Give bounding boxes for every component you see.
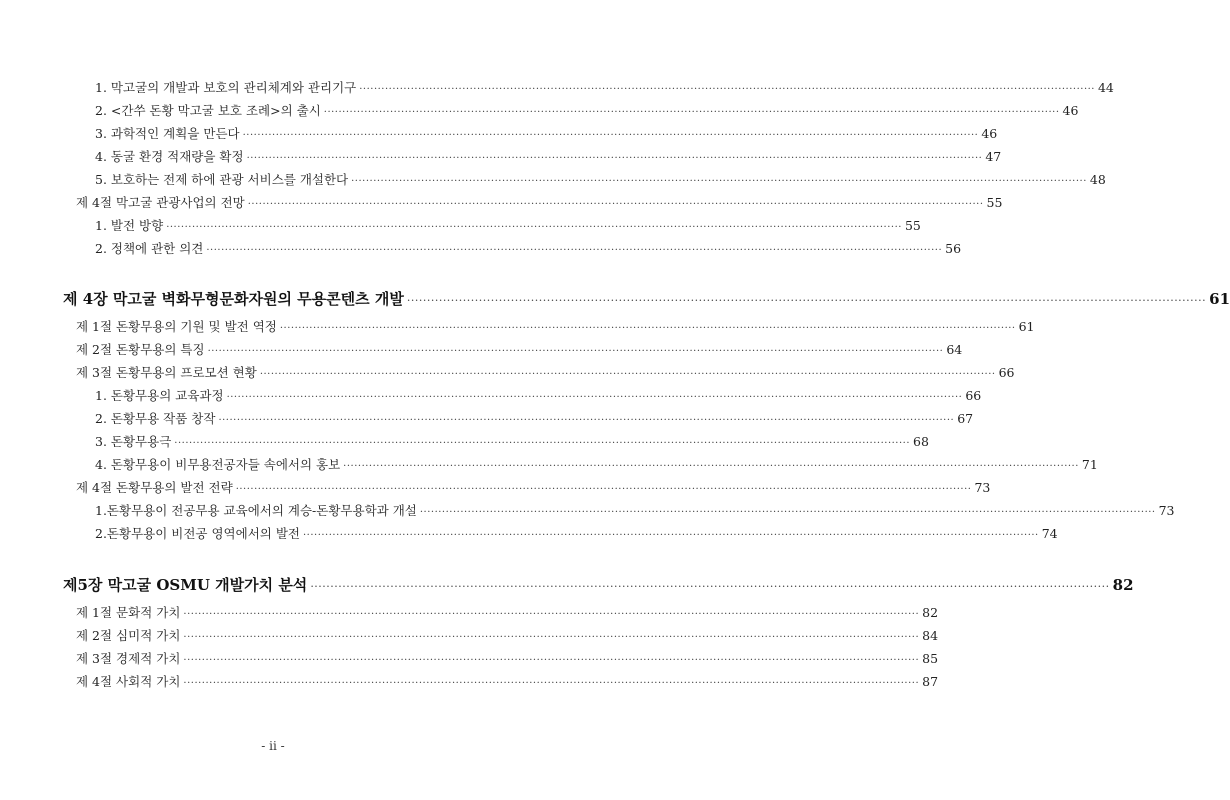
toc-entry-page: 82	[922, 605, 939, 620]
toc-entry	[95, 386, 982, 404]
chapter-heading	[63, 288, 1230, 309]
toc-entry-title: 제 4절 사회적 가치	[76, 674, 181, 689]
toc-entry	[76, 340, 963, 358]
toc-entry	[76, 603, 939, 621]
dot-leader: ········································································································································································································	[351, 176, 1087, 187]
toc-entry	[76, 193, 1003, 211]
toc-entry-title: 1. 발전 방향	[95, 218, 164, 233]
toc-entry-title: 5. 보호하는 전제 하에 관광 서비스를 개설한다	[95, 172, 349, 187]
toc-entry-page: 55	[904, 218, 921, 233]
toc-entry	[95, 455, 1098, 473]
dot-leader: ········································································································································································································	[406, 294, 1207, 307]
toc-entry-page: 84	[922, 628, 939, 643]
toc-entry	[95, 124, 998, 142]
dot-leader: ········································································································································································································	[183, 678, 920, 689]
toc-entry-title: 1. 막고굴의 개발과 보호의 관리체계와 관리기구	[95, 80, 357, 95]
toc-entry-page: 66	[998, 365, 1015, 380]
toc-entry-page: 55	[986, 195, 1003, 210]
toc-entry-page: 74	[1041, 526, 1058, 541]
toc-entry-title: 4. 돈황무용이 비무용전공자들 속에서의 홍보	[95, 457, 341, 472]
dot-leader: ········································································································································································································	[247, 199, 984, 210]
toc-entry	[76, 478, 991, 496]
toc-entry-page: 66	[965, 388, 982, 403]
dot-leader: ········································································································································································································	[302, 530, 1039, 541]
toc-entry-page: 64	[946, 342, 963, 357]
toc-entry-page: 71	[1081, 457, 1098, 472]
toc-entry	[95, 147, 1002, 165]
toc-entry-title: 제 3절 경제적 가치	[76, 651, 181, 666]
toc-entry	[76, 317, 1035, 335]
chapter-title: 제5장 막고굴 OSMU 개발가치 분석	[63, 576, 308, 594]
toc-entry-title: 제 3절 돈황무용의 프로모션 현황	[76, 365, 257, 380]
dot-leader: ········································································································································································································	[419, 507, 1156, 518]
dot-leader: ········································································································································································································	[235, 484, 972, 495]
dot-leader: ········································································································································································································	[246, 153, 983, 164]
dot-leader: ········································································································································································································	[166, 222, 902, 233]
dot-leader: ········································································································································································································	[359, 84, 1095, 95]
toc-entry	[95, 409, 974, 427]
toc-entry-page: 68	[913, 434, 929, 449]
page-number: - ii -	[261, 739, 285, 753]
toc-entry	[95, 432, 929, 450]
dot-leader: ········································································································································································································	[183, 655, 920, 666]
toc-entry-page: 73	[1158, 503, 1175, 518]
toc-entry-title: 1. 돈황무용의 교육과정	[95, 388, 224, 403]
dot-leader: ········································································································································································································	[343, 461, 1079, 472]
toc-entry-page: 48	[1089, 172, 1106, 187]
chapter-title: 제 4장 막고굴 벽화무형문화자원의 무용콘텐츠 개발	[63, 290, 404, 308]
toc-entry-page: 61	[1018, 319, 1035, 334]
toc-entry	[95, 170, 1106, 188]
toc-entry-title: 제 4절 돈황무용의 발전 전략	[76, 480, 233, 495]
dot-leader: ········································································································································································································	[207, 346, 944, 357]
toc-entry	[95, 501, 1175, 519]
toc-entry	[95, 216, 921, 234]
toc-entry-title: 제 4절 막고굴 관광사업의 전망	[76, 195, 245, 210]
toc-entry	[76, 649, 939, 667]
toc-entry-title: 3. 돈황무용극	[95, 434, 172, 449]
toc-entry-title: 1.돈황무용이 전공무용 교육에서의 계승-돈황무용학과 개설	[95, 503, 417, 518]
dot-leader: ········································································································································································································	[183, 632, 920, 643]
toc-entry-page: 67	[957, 411, 974, 426]
toc-entry-page: 47	[985, 149, 1002, 164]
dot-leader: ········································································································································································································	[218, 415, 955, 426]
toc-entry-page: 87	[922, 674, 939, 689]
dot-leader: ········································································································································································································	[183, 609, 920, 620]
toc-entry-page: 46	[981, 126, 998, 141]
chapter-page: 82	[1112, 576, 1134, 594]
toc-entry-page: 73	[974, 480, 991, 495]
toc-entry	[76, 626, 939, 644]
toc-entry	[95, 78, 1114, 96]
toc-entry-title: 3. 과학적인 계획을 만든다	[95, 126, 240, 141]
toc-entry-title: 제 1절 돈황무용의 기원 및 발전 역정	[76, 319, 277, 334]
chapter-heading	[63, 574, 1134, 595]
toc-entry	[95, 524, 1058, 542]
toc-entry-page: 85	[922, 651, 939, 666]
dot-leader: ········································································································································································································	[310, 580, 1110, 593]
dot-leader: ········································································································································································································	[206, 245, 943, 256]
toc-entry-title: 제 2절 심미적 가치	[76, 628, 181, 643]
toc-entry-title: 2. 정책에 관한 의견	[95, 241, 204, 256]
toc-entry	[95, 101, 1079, 119]
toc-entry-title: 2.돈황무용이 비전공 영역에서의 발전	[95, 526, 300, 541]
toc-entry-title: 제 2절 돈황무용의 특징	[76, 342, 205, 357]
dot-leader: ········································································································································································································	[279, 323, 1016, 334]
dot-leader: ········································································································································································································	[226, 392, 963, 403]
dot-leader: ········································································································································································································	[174, 438, 911, 449]
toc-entry-title: 2. <간쑤 돈황 막고굴 보호 조례>의 출시	[95, 103, 321, 118]
toc-entry-title: 제 1절 문화적 가치	[76, 605, 181, 620]
dot-leader: ········································································································································································································	[242, 130, 979, 141]
chapter-page: 61	[1209, 290, 1230, 308]
dot-leader: ········································································································································································································	[259, 369, 996, 380]
toc-entry	[76, 363, 1015, 381]
toc-entry-title: 4. 동굴 환경 적재량을 확정	[95, 149, 244, 164]
toc-entry-page: 46	[1062, 103, 1079, 118]
dot-leader: ········································································································································································································	[323, 107, 1060, 118]
toc-entry	[76, 672, 939, 690]
toc-entry-page: 44	[1097, 80, 1114, 95]
toc-entry-page: 56	[945, 241, 962, 256]
toc-entry-title: 2. 돈황무용 작품 창작	[95, 411, 216, 426]
toc-entry	[95, 239, 962, 257]
